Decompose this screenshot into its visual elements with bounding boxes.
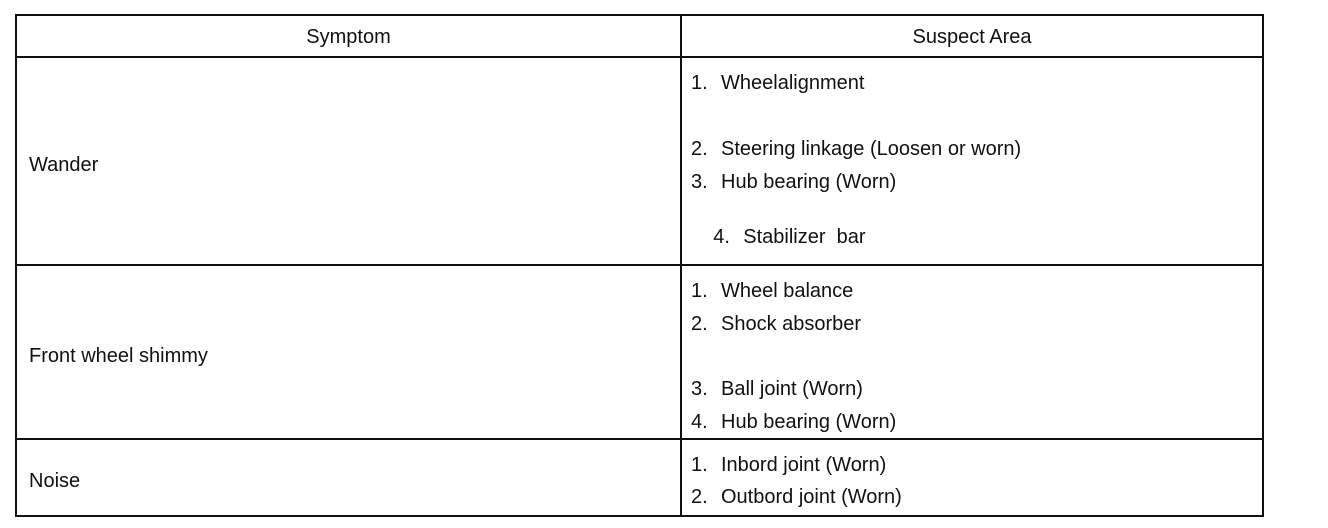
item-number: 4. <box>713 226 730 248</box>
suspect-area-item <box>691 378 863 401</box>
item-text: Inbord joint (Worn) <box>721 454 887 476</box>
column-divider <box>680 16 682 515</box>
item-text: Wheel balance <box>721 280 854 302</box>
item-text: Ball joint (Worn) <box>721 378 863 400</box>
item-text: Hub bearing (Worn) <box>721 171 897 193</box>
item-text: Stabilizer bar <box>743 226 866 248</box>
item-number: 2. <box>691 486 708 508</box>
item-number: 3. <box>691 171 708 193</box>
item-text: Outbord joint (Worn) <box>721 486 902 508</box>
suspect-area-item <box>691 454 886 477</box>
symptom-cell: Noise <box>29 470 81 492</box>
symptom-cell: Wander <box>29 154 99 176</box>
suspect-area-item <box>691 72 864 95</box>
suspect-area-item <box>691 138 1021 161</box>
row-divider <box>17 264 1262 266</box>
item-text: Shock absorber <box>721 313 862 335</box>
item-number: 1. <box>691 280 708 302</box>
suspect-area-item <box>691 280 853 303</box>
suspect-area-item <box>691 486 902 509</box>
row-divider <box>17 438 1262 440</box>
item-number: 4. <box>691 411 708 433</box>
item-number: 2. <box>691 313 708 335</box>
header-suspect-area: Suspect Area <box>912 25 1032 48</box>
item-text: Wheelalignment <box>721 72 865 94</box>
item-text: Hub bearing (Worn) <box>721 411 897 433</box>
item-number: 3. <box>691 378 708 400</box>
suspect-area-item <box>691 411 896 434</box>
header-symptom: Symptom <box>306 25 391 48</box>
item-number: 2. <box>691 138 708 160</box>
symptom-cell: Front wheel shimmy <box>29 345 208 367</box>
suspect-area-item <box>691 313 861 336</box>
suspect-area-item <box>691 203 866 272</box>
item-number: 1. <box>691 454 708 476</box>
suspect-area-item <box>691 171 896 194</box>
diagnosis-table <box>15 14 1264 517</box>
item-text: Steering linkage (Loosen or worn) <box>721 138 1022 160</box>
item-number: 1. <box>691 72 708 94</box>
